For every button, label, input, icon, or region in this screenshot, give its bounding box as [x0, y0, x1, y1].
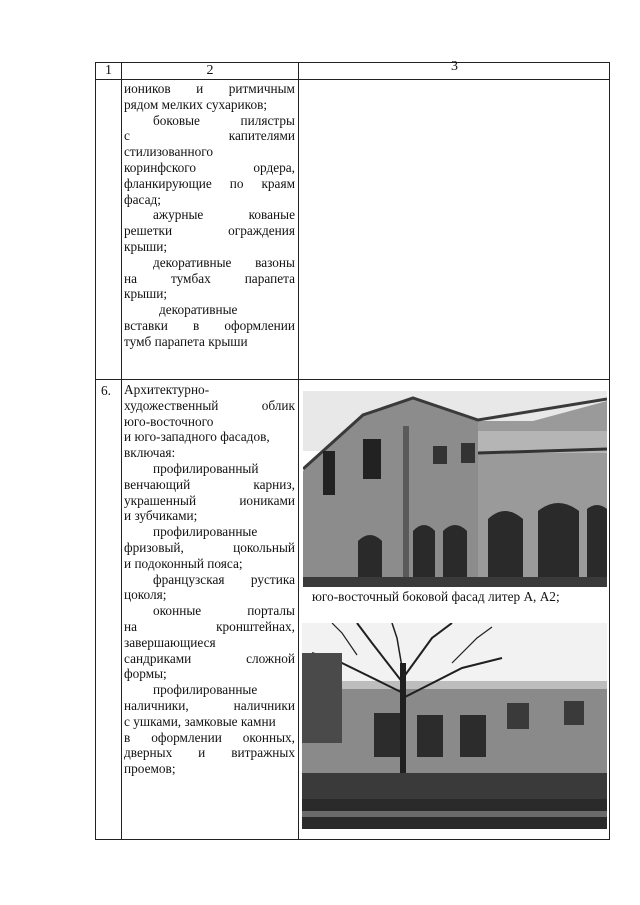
row6-line [124, 572, 295, 588]
text-word: профилированные [153, 524, 258, 540]
text-word: стилизованного [124, 144, 214, 160]
text-word: ордера, [253, 159, 295, 175]
text-word: рустика [250, 571, 295, 587]
row6-line [124, 508, 295, 524]
previous-row-line [124, 97, 295, 113]
text-word: формы; [124, 666, 167, 682]
row6-line [124, 666, 295, 682]
column-divider-2 [298, 63, 299, 839]
text-word: венчающий [124, 476, 191, 492]
previous-row-line [124, 207, 295, 223]
text-word: в [124, 729, 131, 745]
text-word: цоколя; [124, 587, 167, 603]
row6-line [124, 445, 295, 461]
attribute-table [95, 59, 610, 840]
text-word: иониками [239, 492, 295, 508]
text-word: оконные [153, 603, 202, 619]
text-word: рядом мелких сухариков; [124, 96, 268, 112]
previous-row-line [124, 144, 295, 160]
previous-row-description [124, 81, 295, 350]
row6-line [124, 461, 295, 477]
text-word: и подоконный пояса; [124, 555, 243, 571]
row6-line [124, 556, 295, 572]
text-word: кронштейнах, [216, 618, 295, 634]
text-word: тумб парапета крыши [124, 333, 248, 349]
row6-line [124, 714, 295, 730]
previous-row-line [124, 223, 295, 239]
row6-line [124, 540, 295, 556]
text-word: проемов; [124, 761, 176, 777]
facade-photo-graphic [303, 391, 607, 587]
previous-row-line [124, 128, 295, 144]
header-col-2: 2 [206, 63, 214, 78]
row6-line [124, 398, 295, 414]
text-word: включая: [124, 445, 176, 461]
text-word: профилированный [153, 460, 259, 476]
text-word: крыши; [124, 286, 168, 302]
text-word: тумбах [170, 270, 211, 286]
row6-line [124, 382, 295, 398]
previous-row-line [124, 239, 295, 255]
text-word: декоративные [153, 254, 232, 270]
photo-caption: юго-восточный боковой фасад литер А, А2; [312, 589, 560, 604]
previous-row-line [124, 318, 295, 334]
header-col-3: 3 [451, 59, 458, 74]
text-word: карниз, [253, 476, 295, 492]
text-word: боковые [153, 112, 200, 128]
row6-line [124, 651, 295, 667]
text-word: крыши; [124, 238, 168, 254]
text-word: декоративные [159, 302, 238, 318]
previous-row-line [124, 192, 295, 208]
row-divider [96, 379, 609, 380]
previous-row-line [124, 160, 295, 176]
text-word: вставки [124, 317, 168, 333]
row-number: 6. [101, 383, 111, 398]
previous-row-line [124, 255, 295, 271]
row6-line [124, 414, 295, 430]
text-word: порталы [247, 603, 295, 619]
text-word: краям [261, 175, 295, 191]
text-word: наличники [233, 697, 295, 713]
header-divider [96, 79, 609, 80]
row6-line [124, 587, 295, 603]
row6-line [124, 730, 295, 746]
row6-line [124, 682, 295, 698]
text-word: и зубчиками; [124, 508, 198, 524]
text-word: иоников [124, 81, 171, 96]
text-word: ажурные [153, 207, 204, 223]
text-word: ритмичным [228, 81, 295, 96]
text-word: профилированные [153, 682, 258, 698]
row6-line [124, 761, 295, 777]
previous-row-line [124, 176, 295, 192]
row6-line [124, 635, 295, 651]
facade-photo-2-graphic [302, 623, 607, 829]
text-word: на [124, 618, 138, 634]
row6-line [124, 429, 295, 445]
text-word: юго-восточного [124, 413, 214, 429]
text-word: художественный [124, 397, 219, 413]
text-word: французская [153, 571, 225, 587]
text-word: парапета [244, 270, 295, 286]
text-word: завершающиеся [124, 634, 216, 650]
previous-row-line [124, 302, 295, 318]
text-word: оконных, [242, 729, 295, 745]
text-word: фризовый, [124, 539, 184, 555]
previous-row-line [124, 334, 295, 350]
row6-line [124, 493, 295, 509]
text-word: и [196, 81, 204, 96]
text-word: витражных [231, 745, 295, 761]
text-word: ограждения [228, 223, 295, 239]
column-divider-1 [121, 63, 122, 839]
text-word: наличники, [124, 697, 189, 713]
previous-row-line [124, 286, 295, 302]
text-word: сложной [246, 650, 295, 666]
row6-line [124, 477, 295, 493]
text-word: оформлении [151, 729, 222, 745]
text-word: коринфского [124, 159, 197, 175]
southeast-facade-photo [303, 391, 607, 587]
text-word: по [229, 175, 244, 191]
text-word: и [198, 745, 206, 761]
text-word: пилястры [240, 112, 295, 128]
previous-row-line [124, 81, 295, 97]
text-word: оформлении [224, 317, 295, 333]
previous-row-line [124, 113, 295, 129]
text-word: фланкирующие [124, 175, 212, 191]
text-word: цокольный [233, 539, 295, 555]
text-word: на [124, 270, 138, 286]
text-word: с [124, 128, 130, 144]
row6-line [124, 698, 295, 714]
text-word: Архитектурно- [124, 382, 210, 397]
header-col-1: 1 [105, 63, 112, 78]
previous-row-line [124, 271, 295, 287]
row6-line [124, 603, 295, 619]
row6-description [124, 382, 295, 777]
text-word: облик [261, 397, 295, 413]
row6-line [124, 619, 295, 635]
southwest-facade-photo [302, 623, 607, 829]
text-word: дверных [124, 745, 173, 761]
text-word: решетки [124, 223, 173, 239]
text-word: вазоны [255, 254, 295, 270]
text-word: кованые [248, 207, 295, 223]
text-word: с ушками, замковые камни [124, 713, 276, 729]
text-word: в [192, 317, 200, 333]
row6-line [124, 524, 295, 540]
row6-line [124, 745, 295, 761]
text-word: фасад; [124, 191, 161, 207]
text-word: украшенный [124, 492, 197, 508]
text-word: и юго-западного фасадов, [124, 429, 270, 445]
text-word: сандриками [124, 650, 192, 666]
text-word: капителями [228, 128, 295, 144]
